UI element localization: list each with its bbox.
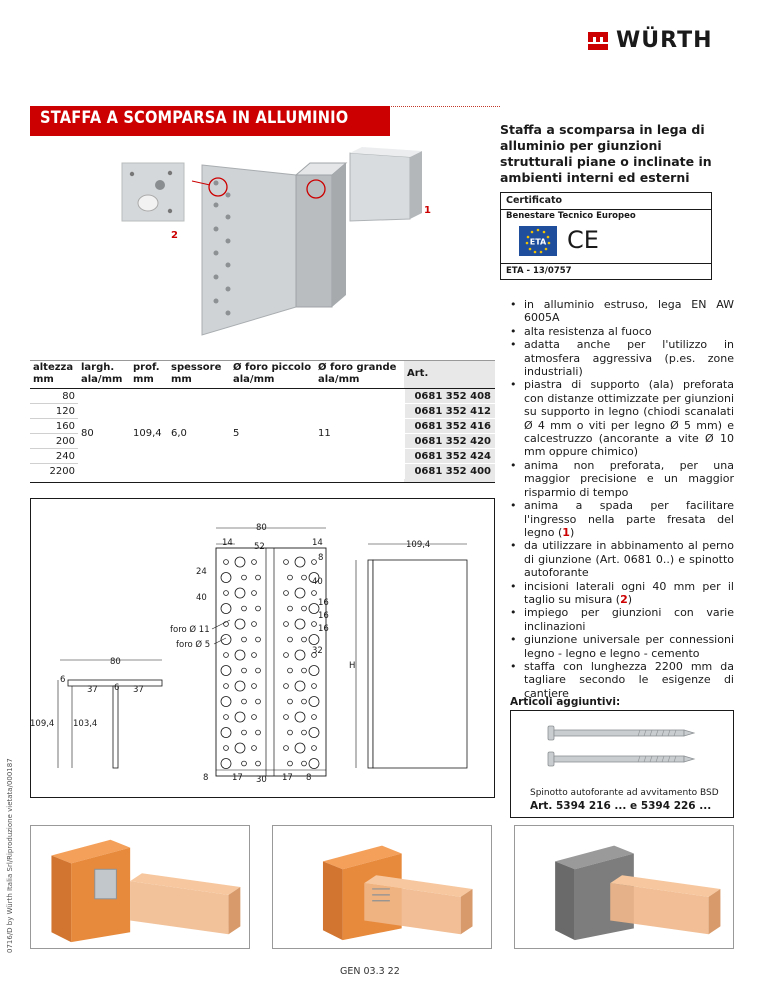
feature-item [510, 580, 734, 607]
dim-section-37a: 37 [87, 685, 98, 695]
wurth-logo [586, 28, 713, 53]
dim-bottom-17a: 17 [232, 773, 243, 783]
feature-text: in alluminio estruso, lega EN AW 6005A [524, 298, 734, 325]
intro-text: Staffa a scomparsa in lega di alluminio per giunzioni strutturali piane o inclinate in ambienti interni ed esterni [500, 122, 712, 185]
feature-text: impiego per giunzioni con varie inclinazioni [524, 606, 734, 633]
certificate-divider-2 [501, 263, 711, 264]
dim-section-37b: 37 [133, 685, 144, 695]
feature-item [510, 539, 734, 579]
wurth-logo-icon [586, 29, 610, 53]
certificate-name: Benestare Tecnico Europeo [506, 211, 636, 221]
dim-bottom-8b: 8 [306, 773, 312, 783]
ce-mark: CE [567, 226, 599, 254]
page-title: STAFFA A SCOMPARSA IN ALLUMINIO [40, 108, 349, 128]
feature-list [510, 298, 734, 700]
certificate-heading: Certificato [506, 195, 563, 206]
label-hole-small: foro Ø 5 [176, 640, 211, 650]
photo-callout-1: 1 [424, 205, 431, 216]
col-depth: prof. mm [130, 360, 168, 389]
cell-article: 0681 352 400 [404, 464, 495, 479]
cell-height: 2200 [30, 464, 78, 479]
dim-side-depth: 109,4 [406, 540, 431, 550]
cell-height: 200 [30, 434, 78, 449]
certificate-box [500, 192, 712, 280]
feature-item [510, 338, 734, 378]
dim-8: 8 [318, 553, 324, 563]
table-header-row [30, 360, 495, 389]
copyright-note: 0716/D by Würth Italia Srl/Riproduzione vietata/000187 [6, 758, 14, 953]
dim-section-depth: 109,4 [30, 719, 55, 729]
table-row [30, 389, 495, 404]
feature-ref-1: 1 [562, 525, 570, 539]
col-small-hole: Ø foro piccolo ala/mm [230, 360, 315, 389]
brand-name: WÜRTH [616, 28, 713, 53]
dim-24: 24 [196, 567, 207, 577]
eta-logo-icon [519, 226, 557, 256]
feature-item [510, 499, 734, 539]
dim-14a: 14 [222, 538, 233, 548]
col-width: largh. ala/mm [78, 360, 130, 389]
feature-item [510, 633, 734, 660]
dim-section-width: 80 [110, 657, 121, 667]
application-image-wood-wood-2 [272, 825, 492, 949]
feature-item [510, 325, 734, 338]
label-hole-large: foro Ø 11 [170, 625, 210, 635]
feature-ref-close: ) [569, 525, 575, 539]
cell-depth: 109,4 [130, 389, 168, 479]
cell-article: 0681 352 408 [404, 389, 495, 404]
feature-ref-close: ) [627, 592, 633, 606]
cell-height: 240 [30, 449, 78, 464]
certificate-number: ETA - 13/0757 [506, 266, 572, 276]
feature-item [510, 378, 734, 458]
feature-text: anima non preforata, per una maggior precisione e un maggior risparmio di tempo [524, 458, 734, 499]
cell-height: 80 [30, 389, 78, 404]
dim-height: H [349, 661, 356, 671]
cell-height: 160 [30, 419, 78, 434]
col-thickness: spessore mm [168, 360, 230, 389]
dim-section-103: 103,4 [73, 719, 98, 729]
cell-article: 0681 352 416 [404, 419, 495, 434]
dim-section-6: 6 [60, 675, 66, 685]
dim-bottom-8a: 8 [203, 773, 209, 783]
feature-text: anima a spada per facilitare l'ingresso nella parte fresata del legno ( [524, 499, 734, 539]
product-photo [110, 145, 450, 345]
dim-32: 32 [312, 646, 323, 656]
feature-text: staffa con lunghezza 2200 mm da tagliare secondo le esigenze di cantiere [524, 659, 734, 700]
dim-section-6b: 6 [114, 683, 120, 693]
feature-item [510, 606, 734, 633]
dim-52: 52 [254, 542, 265, 552]
eta-logo-text: ETA [529, 237, 547, 247]
certificate-divider [501, 209, 711, 210]
cell-large-hole: 11 [315, 389, 404, 479]
accessories-heading: Articoli aggiuntivi: [510, 696, 621, 708]
col-large-hole: Ø foro grande ala/mm [315, 360, 404, 389]
feature-item [510, 298, 734, 325]
cell-height: 120 [30, 404, 78, 419]
accessories-article: Art. 5394 216 ... e 5394 226 ... [530, 800, 712, 812]
spec-table [30, 360, 495, 479]
dim-40b: 40 [312, 577, 323, 587]
application-image-wood-wood [30, 825, 250, 949]
feature-item [510, 459, 734, 499]
feature-text: piastra di supporto (ala) preforata con distanze ottimizzate per giunzioni su supporto in legno (chiodi scanalati Ø 4 mm o viti per legno Ø 5 mm) e calcestruzzo (ancorante a vite Ø 10 mm oppure chimico) [524, 378, 734, 459]
dim-16c: 16 [318, 624, 329, 634]
cell-width: 80 [78, 389, 130, 479]
feature-item [510, 660, 734, 700]
cell-article: 0681 352 424 [404, 449, 495, 464]
cell-thickness: 6,0 [168, 389, 230, 479]
feature-text: alta resistenza al fuoco [524, 324, 652, 338]
dim-14b: 14 [312, 538, 323, 548]
dim-bottom-17b: 17 [282, 773, 293, 783]
feature-text: giunzione universale per connessioni legno - legno e legno - cemento [524, 633, 734, 660]
dim-bottom-30: 30 [256, 775, 267, 785]
col-article: Art. [404, 360, 495, 389]
page-footer: GEN 03.3 22 [340, 966, 400, 977]
accessories-caption: Spinotto autoforante ad avvitamento BSD [530, 788, 719, 798]
cell-article: 0681 352 412 [404, 404, 495, 419]
feature-ref-2: 2 [620, 592, 628, 606]
dim-16b: 16 [318, 611, 329, 621]
dim-16a: 16 [318, 598, 329, 608]
feature-text: incisioni laterali ogni 40 mm per il taglio su misura ( [524, 579, 734, 606]
feature-text: adatta anche per l'utilizzo in atmosfera aggressiva (p.es. zone industriali) [524, 338, 734, 379]
technical-drawing [30, 498, 495, 798]
application-image-wood-concrete [514, 825, 734, 949]
feature-text: da utilizzare in abbinamento al perno di giunzione (Art. 0681 0..) e spinotto autoforante [524, 539, 734, 580]
cell-small-hole: 5 [230, 389, 315, 479]
dim-40a: 40 [196, 593, 207, 603]
screw-illustration [540, 718, 700, 778]
photo-callout-2: 2 [171, 230, 178, 241]
col-height: altezza mm [30, 360, 78, 389]
cell-article: 0681 352 420 [404, 434, 495, 449]
dim-top-width: 80 [256, 523, 267, 533]
